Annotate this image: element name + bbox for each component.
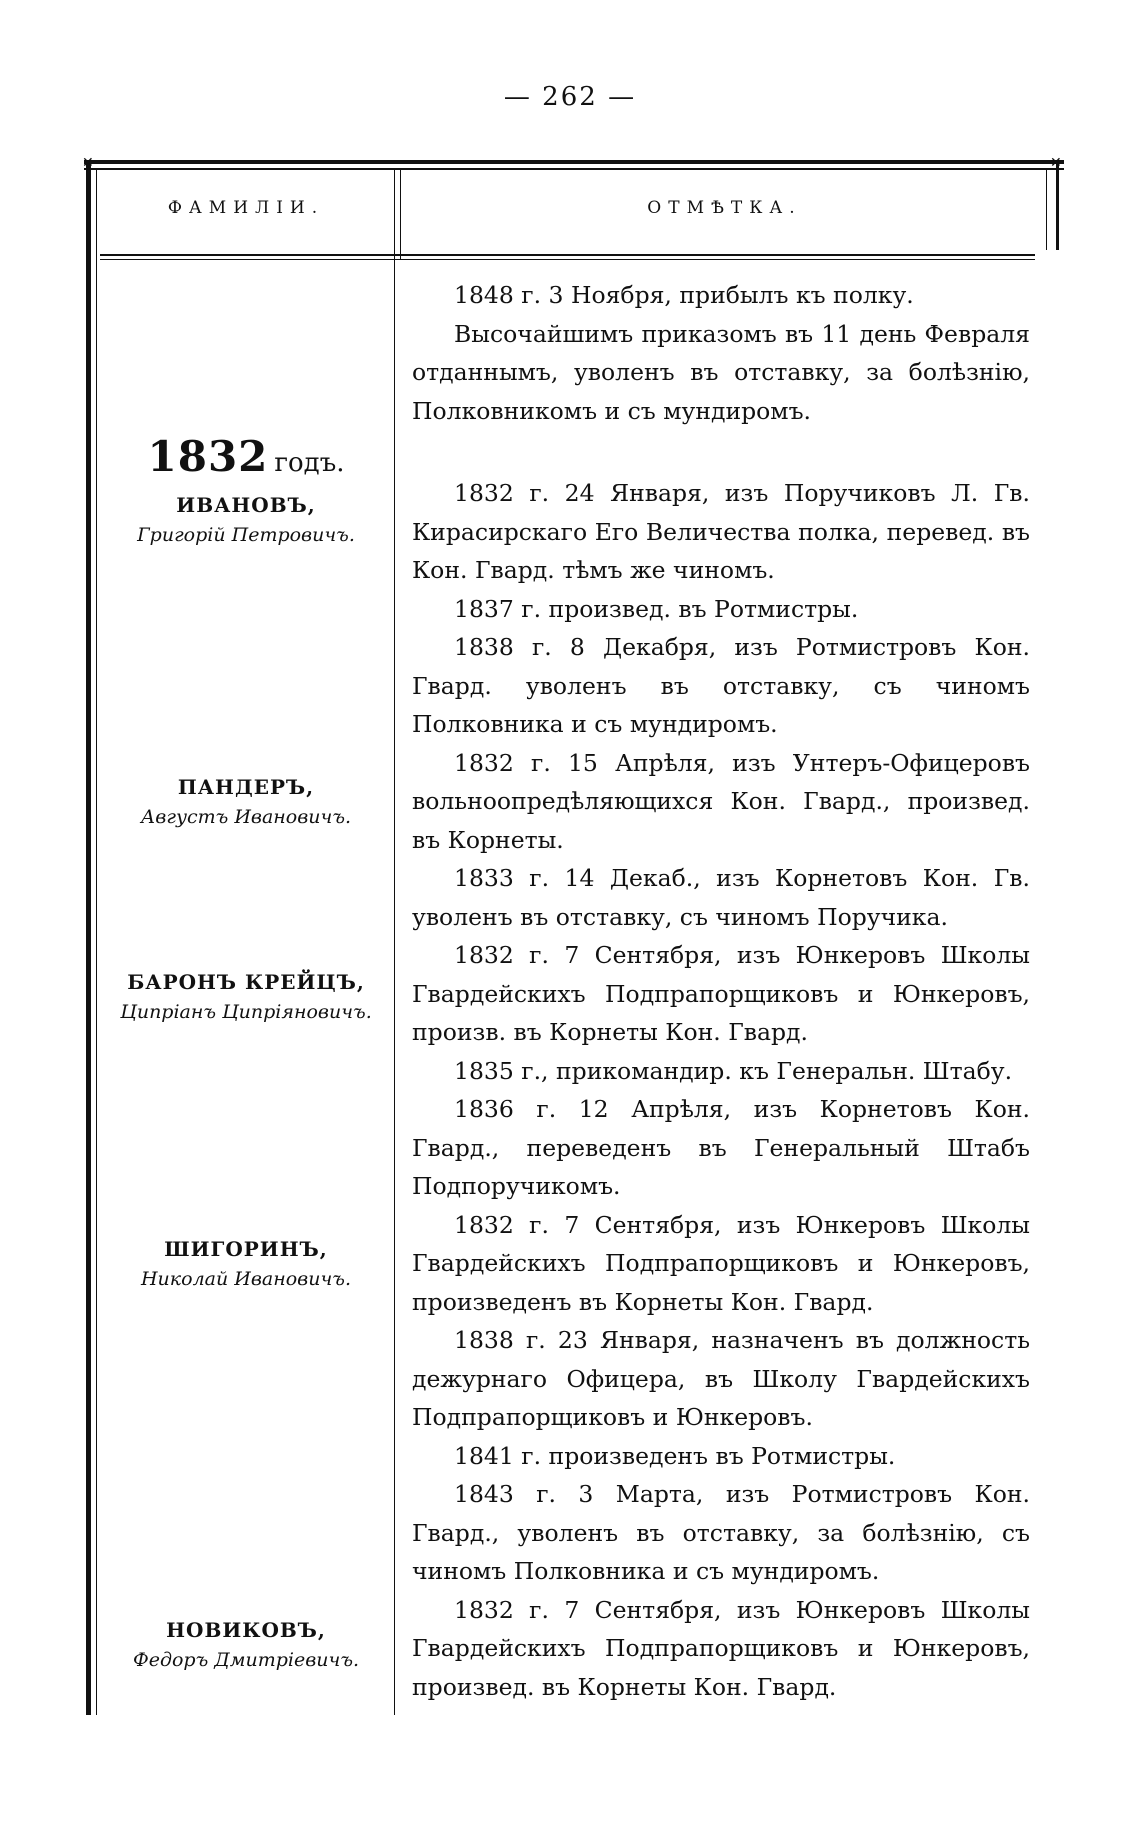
year-heading [100, 432, 392, 481]
person-entry [100, 967, 392, 1027]
column-header-remarks: ОТМѢТКА. [647, 198, 802, 218]
remark-paragraph: 1835 г., прикомандир. къ Генеральн. Штабу. [454, 1056, 1013, 1085]
person-patronymic: Ципріанъ Ципріяновичъ. [120, 1001, 372, 1023]
remark-paragraph: 1848 г. 3 Ноября, прибылъ къ полку. [454, 281, 914, 309]
person-entry [100, 1234, 392, 1294]
year-number: 1832 [147, 432, 269, 481]
corner-ornament-left-icon: ✕ [82, 155, 94, 171]
remark-paragraph: 1832 г. 15 Апрѣля, изъ Унтеръ-Офицеровъ вольноопредѣляющихся Кон. Гвард., произвед. въ Корнеты. [412, 748, 1030, 854]
remark-paragraph: 1841 г. произведенъ въ Ротмистры. [454, 1441, 896, 1470]
header-bottom-rule [100, 254, 1035, 256]
column-divider-header [400, 170, 401, 260]
corner-ornament-right-icon: ✕ [1050, 155, 1062, 171]
person-patronymic: Августъ Ивановичъ. [140, 806, 352, 828]
column-divider [394, 170, 395, 1715]
table-top-rule-thin [84, 168, 1064, 170]
year-word: годъ. [274, 448, 345, 478]
remark-paragraph: 1837 г. произвед. въ Ротмистры. [454, 594, 859, 623]
remark-paragraph: Высочайшимъ приказомъ въ 11 день Февраля отданнымъ, уволенъ въ отставку, за болѣзнію, Полковникомъ и съ мундиромъ. [412, 319, 1030, 425]
remark-paragraph: 1836 г. 12 Апрѣля, изъ Корнетовъ Кон. Гвард., переведенъ въ Генеральный Штабъ Подпоручикомъ. [412, 1095, 1030, 1200]
person-surname: БАРОНЪ КРЕЙЦЪ, [127, 970, 365, 994]
person-patronymic: Федоръ Дмитріевичъ. [132, 1649, 360, 1671]
remark-paragraph: 1843 г. 3 Марта, изъ Ротмистровъ Кон. Гвард., уволенъ въ отставку, за болѣзнію, съ чиномъ Полковника и съ мундиромъ. [412, 1480, 1030, 1585]
person-entry [100, 772, 392, 832]
remark-paragraph: 1832 г. 7 Сентября, изъ Юнкеровъ Школы Гвардейскихъ Подпрапорщиковъ и Юнкеровъ, произвед. въ Корнеты Кон. Гвард. [412, 1595, 1030, 1701]
person-surname: ШИГОРИНЪ, [164, 1237, 328, 1261]
person-patronymic: Николай Ивановичъ. [140, 1268, 352, 1290]
page-number: — 262 — [503, 82, 637, 112]
remark-paragraph: 1832 г. 7 Сентября, изъ Юнкеровъ Школы Гвардейскихъ Подпрапорщиковъ и Юнкеровъ, произв. въ Корнеты Кон. Гвард. [412, 941, 1030, 1046]
person-surname: ИВАНОВЪ, [176, 493, 316, 517]
person-patronymic: Григорій Петровичъ. [137, 524, 355, 546]
person-surname: ПАНДЕРЪ, [177, 775, 315, 799]
table-left-border [86, 160, 91, 1715]
table-top-rule [84, 160, 1064, 164]
remark-paragraph: 1838 г. 8 Декабря, изъ Ротмистровъ Кон. Гвард. уволенъ въ отставку, съ чиномъ Полковника и съ мундиромъ. [412, 633, 1030, 738]
remarks-column [412, 276, 1030, 1706]
table-left-border-thin [96, 168, 97, 1715]
person-entry [100, 1615, 392, 1675]
table-right-border [1056, 160, 1059, 250]
remark-paragraph: 1838 г. 23 Января, назначенъ въ должность дежурнаго Офицера, въ Школу Гвардейскихъ Подпрапорщиковъ и Юнкеровъ. [412, 1326, 1030, 1431]
header-bottom-rule-thin [100, 259, 1035, 260]
person-entry [100, 490, 392, 550]
remark-paragraph: 1832 г. 7 Сентября, изъ Юнкеровъ Школы Гвардейскихъ Подпрапорщиковъ и Юнкеровъ, произведенъ въ Корнеты Кон. Гвард. [412, 1210, 1030, 1316]
column-header-names: ФАМИЛІИ. [167, 198, 325, 218]
person-surname: НОВИКОВЪ, [166, 1618, 326, 1642]
remark-paragraph: 1832 г. 24 Января, изъ Поручиковъ Л. Гв. Кирасирскаго Его Величества полка, перевед. въ Кон. Гвард. тѣмъ же чиномъ. [412, 479, 1030, 584]
remark-paragraph: 1833 г. 14 Декаб., изъ Корнетовъ Кон. Гв. уволенъ въ отставку, съ чиномъ Поручика. [412, 864, 1030, 931]
